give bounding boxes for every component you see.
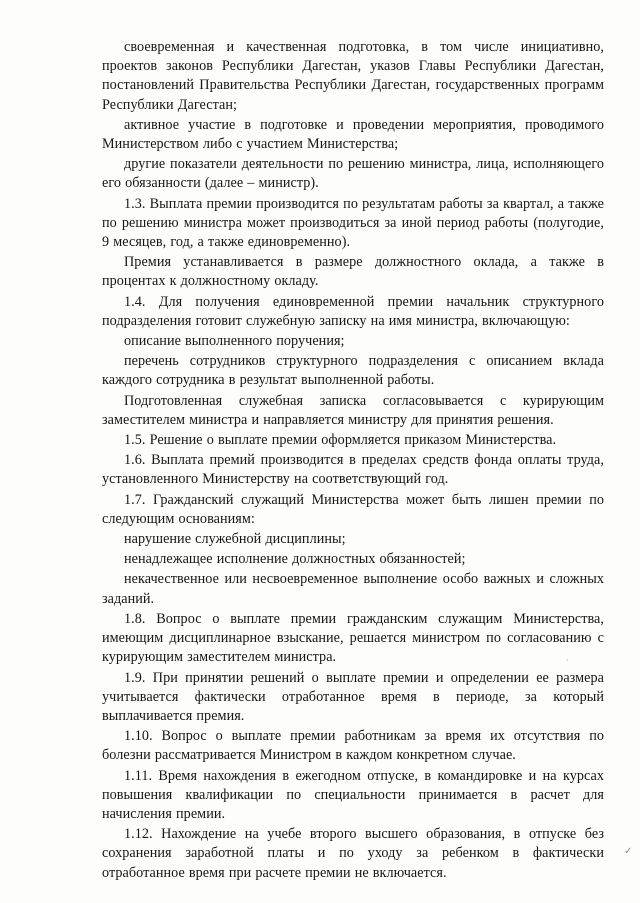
paragraph-3: другие показатели деятельности по решению министра, лица, исполняющего его обязанности (далее – министр). [102, 156, 604, 192]
paragraph-10: 1.5. Решение о выплате премии оформляется приказом Министерства. [124, 432, 557, 449]
paragraph-9: Подготовленная служебная записка согласовывается с курирующим заместителем министра и направляется министру для принятия решения. [102, 392, 604, 428]
paragraph-15: некачественное или несвоевременное выполнение особо важных и сложных заданий. [102, 571, 604, 607]
scan-speck: · [566, 656, 569, 665]
paragraph-1: своевременная и качественная подготовка, в том числе инициативно, проектов законов Республики Дагестан, указов Главы Республики Дагестан, постановлений Правительства Республики Дагестан, государственных программ Республики Дагестан; [102, 39, 604, 113]
paragraph-14: ненадлежащее исполнение должностных обязанностей; [124, 551, 466, 568]
paragraph-8: перечень сотрудников структурного подразделения с описанием вклада каждого сотрудника в результат выполненной работы. [102, 353, 604, 389]
paragraph-20: 1.12. Нахождение на учебе второго высшего образования, в отпуске без сохранения заработной платы и по уходу за ребенком в фактически отработанное время при расчете премии не включается. [102, 826, 604, 881]
paragraph-19: 1.11. Время нахождения в ежегодном отпуске, в командировке и на курсах повышения квалификации по специальности принимается в расчет для начисления премии. [102, 767, 604, 822]
paragraph-6: 1.4. Для получения единовременной премии начальник структурного подразделения готовит служебную записку на имя министра, включающую: [102, 293, 604, 329]
paragraph-17: 1.9. При принятии решений о выплате премии и определении ее размера учитывается фактически отработанное время в периоде, за который выплачивается премия. [102, 669, 604, 724]
paragraph-7: описание выполненного поручения; [124, 333, 345, 350]
paragraph-13: нарушение служебной дисциплины; [124, 531, 346, 548]
paragraph-11: 1.6. Выплата премий производится в пределах средств фонда оплаты труда, установленного Министерству на соответствующий год. [102, 452, 604, 488]
scan-tick-mark: ✓ [624, 846, 633, 857]
paragraph-2: активное участие в подготовке и проведении мероприятия, проводимого Министерством либо с участием Министерства; [102, 116, 604, 153]
paragraph-12: 1.7. Гражданский служащий Министерства может быть лишен премии по следующим основаниям: [102, 491, 604, 527]
paragraph-18: 1.10. Вопрос о выплате премии работникам за время их отсутствия по болезни рассматривается Министром в каждом конкретном случае. [102, 728, 604, 764]
paragraph-4: 1.3. Выплата премии производится по результатам работы за квартал, а также по решению министра может производиться за иной период работы (полугодие, 9 месяцев, год, а также единовременно). [102, 195, 604, 251]
paragraph-5: Премия устанавливается в размере должностного оклада, а также в процентах к должностному окладу. [102, 254, 604, 290]
paragraph-16: 1.8. Вопрос о выплате премии гражданским служащим Министерства, имеющим дисциплинарное взыскание, решается министром по согласованию с курирующим заместителем министра. [102, 610, 604, 666]
